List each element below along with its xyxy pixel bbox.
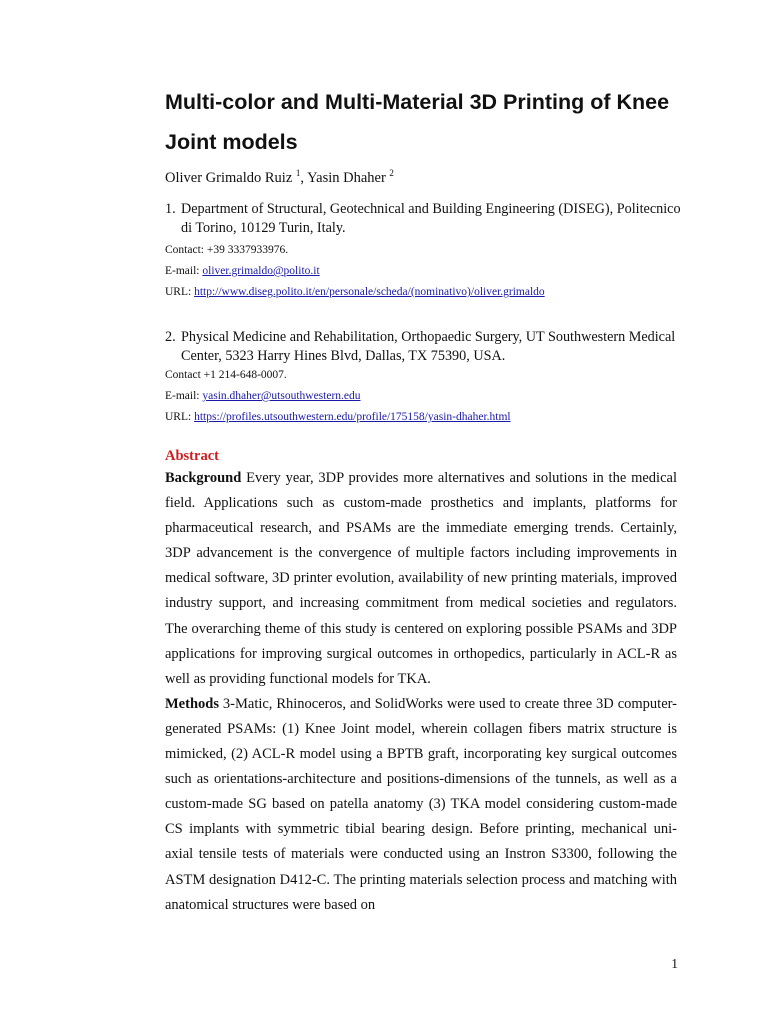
contact-email: [165, 388, 361, 404]
paper-title: Multi-color and Multi-Material 3D Printing of Knee Joint models: [165, 90, 670, 154]
affiliation-number: 2.: [165, 329, 176, 345]
url-label: URL:: [165, 286, 195, 298]
page-number: 1: [671, 956, 678, 971]
abstract-body: [165, 466, 677, 918]
background-label: Background: [165, 470, 242, 486]
author-list: [165, 168, 394, 188]
url-link[interactable]: https://profiles.utsouthwestern.edu/profile/175158/yasin-dhaher.html: [194, 411, 511, 423]
abstract-heading: Abstract: [165, 448, 219, 464]
abstract-background-paragraph: [165, 466, 677, 692]
url-label: URL:: [165, 411, 195, 423]
affiliation-text: Department of Structural, Geotechnical and Building Engineering (DISEG), Politecnico di Torino, 10129 Turin, Italy.: [181, 201, 681, 236]
url-link[interactable]: http://www.diseg.polito.it/en/personale/scheda/(nominativo)/oliver.grimaldo: [194, 286, 545, 298]
affiliation-2: [165, 328, 685, 366]
affiliation-marker: 2: [389, 168, 394, 178]
email-link[interactable]: oliver.grimaldo@polito.it: [202, 265, 320, 277]
affiliation-marker: 1: [295, 168, 301, 178]
email-label: E-mail:: [165, 265, 203, 277]
contact-phone: Contact: +39 3337933976.: [165, 244, 289, 256]
methods-text: 3-Matic, Rhinoceros, and SolidWorks were used to create three 3D computer-generated PSAMs: (1) Knee Joint model, wherein collagen fibers matrix structure is mimicked, (2) ACL-R model using a BPTB graft, incorporating key surgical outcomes such as orientations-architecture and positions-dimensions of the tunnels, as well as a custom-made SG based on patella anatomy (3) TKA model considering custom-made CS implants with symmetric tibial bearing design. Before printing, mechanical uni-axial tensile tests of materials were conducted using an Instron S3300, following the ASTM designation D412-C. The printing materials selection process and matching with anatomical structures were based on: [165, 695, 677, 913]
author-name: Oliver Grimaldo Ruiz: [165, 170, 293, 186]
author-separator: ,: [300, 170, 308, 186]
background-text: Every year, 3DP provides more alternatives and solutions in the medical field. Applications such as custom-made prosthetics and implants, platforms for pharmaceutical research, and PSAMs are the immediate emerging trends. Certainly, 3DP advancement is the convergence of multiple factors including improvements in medical software, 3D printer evolution, availability of new printing materials, improved industry support, and increasing commitment from medical societies and regulators. The overarching theme of this study is centered on exploring possible PSAMs and 3DP applications for improving surgical outcomes in orthopedics, particularly in ACL-R as well as providing functional models for TKA.: [165, 470, 677, 687]
affiliation-text: Physical Medicine and Rehabilitation, Orthopaedic Surgery, UT Southwestern Medical Center, 5323 Harry Hines Blvd, Dallas, TX 75390, USA.: [181, 329, 676, 364]
methods-label: Methods: [165, 695, 219, 712]
affiliation-number: 1.: [165, 201, 176, 217]
author-name: Yasin Dhaher: [307, 170, 386, 186]
contact-email: [165, 263, 320, 279]
contact-url: [165, 284, 545, 300]
abstract-methods-paragraph: [165, 692, 677, 918]
affiliation-1: [165, 200, 685, 238]
contact-url: [165, 409, 511, 425]
email-label: E-mail:: [165, 390, 203, 402]
contact-phone: Contact +1 214-648-0007.: [165, 369, 287, 381]
email-link[interactable]: yasin.dhaher@utsouthwestern.edu: [202, 390, 361, 402]
